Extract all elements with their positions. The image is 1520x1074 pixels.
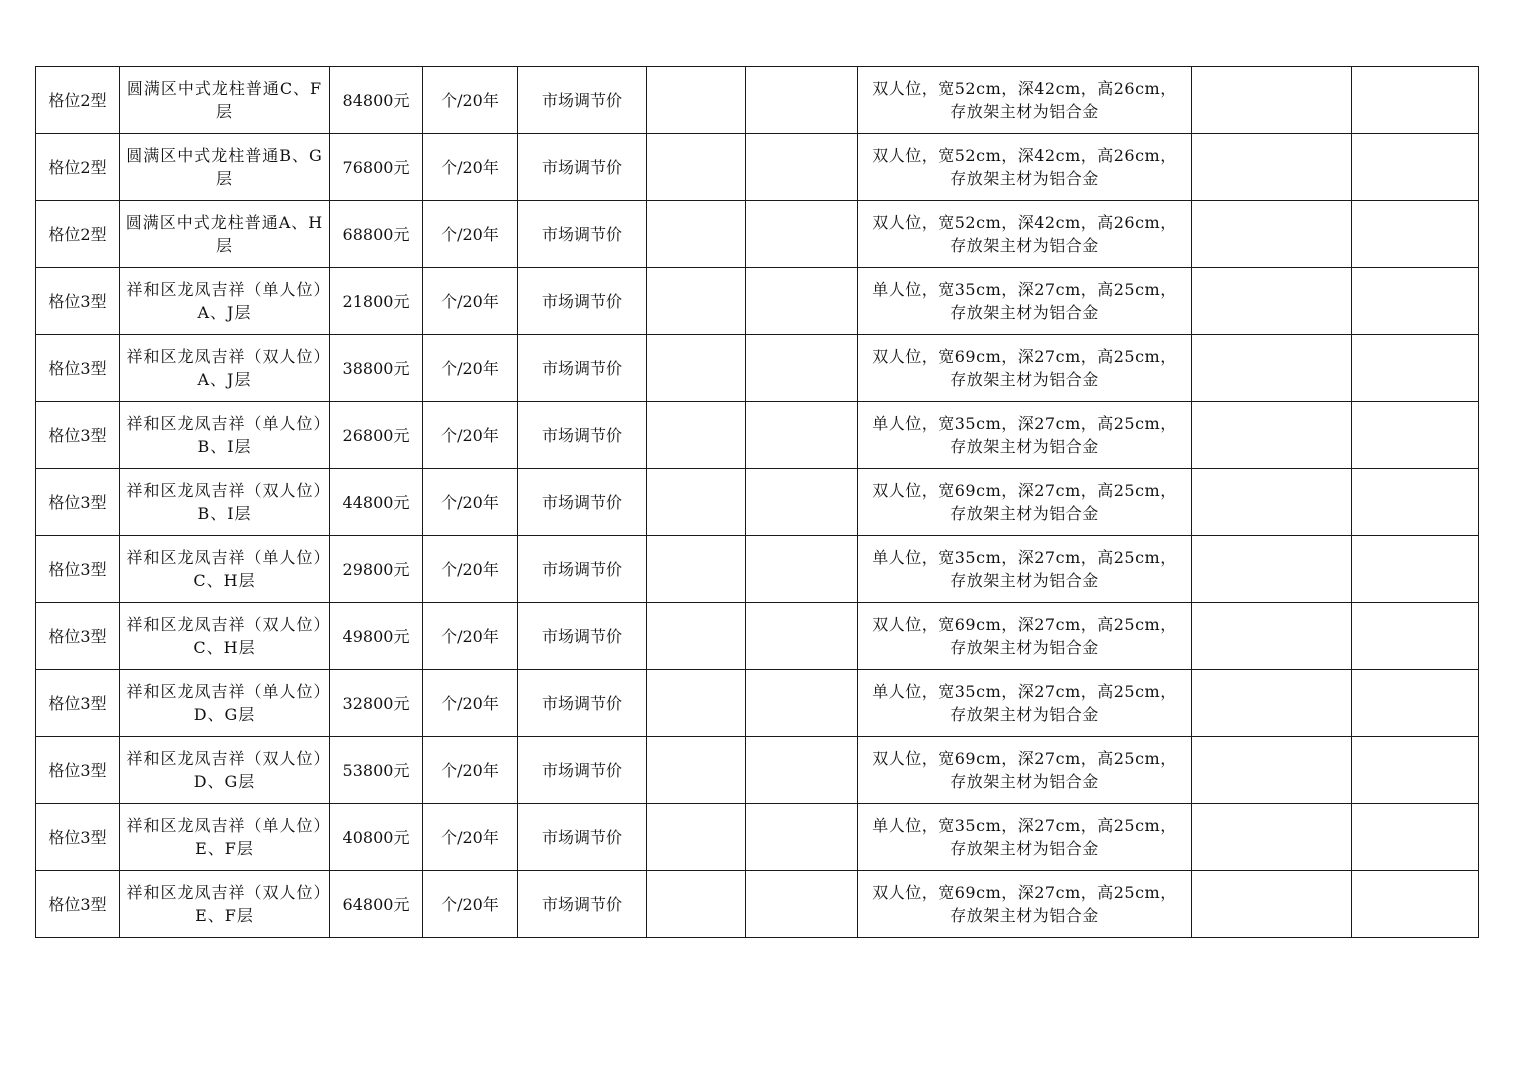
cell-empty <box>1352 67 1479 134</box>
cell-empty <box>1352 201 1479 268</box>
cell-price: 21800元 <box>330 268 423 335</box>
cell-spec <box>858 201 1192 268</box>
cell-empty <box>1192 536 1352 603</box>
cell-spec <box>858 871 1192 938</box>
cell-price: 53800元 <box>330 737 423 804</box>
cell-empty <box>647 871 746 938</box>
table-row <box>36 871 1479 938</box>
cell-unit: 个/20年 <box>423 134 518 201</box>
cell-unit: 个/20年 <box>423 201 518 268</box>
cell-empty <box>647 469 746 536</box>
cell-spec <box>858 469 1192 536</box>
cell-pricing: 市场调节价 <box>518 603 647 670</box>
spec-line-2: 存放架主材为铝合金 <box>950 772 1099 791</box>
cell-empty <box>746 335 858 402</box>
cell-empty <box>1192 402 1352 469</box>
spec-line-1: 双人位，宽69cm，深27cm，高25cm， <box>872 481 1177 500</box>
cell-pricing: 市场调节价 <box>518 670 647 737</box>
cell-empty <box>647 402 746 469</box>
cell-empty <box>746 402 858 469</box>
table-row <box>36 804 1479 871</box>
spec-line-2: 存放架主材为铝合金 <box>950 906 1099 925</box>
cell-empty <box>647 670 746 737</box>
table-row <box>36 268 1479 335</box>
spec-line-2: 存放架主材为铝合金 <box>950 169 1099 188</box>
cell-price: 38800元 <box>330 335 423 402</box>
cell-empty <box>1192 469 1352 536</box>
table-row <box>36 469 1479 536</box>
cell-empty <box>1192 737 1352 804</box>
table-row <box>36 603 1479 670</box>
cell-pricing: 市场调节价 <box>518 67 647 134</box>
cell-empty <box>1352 670 1479 737</box>
cell-empty <box>746 804 858 871</box>
spec-line-2: 存放架主材为铝合金 <box>950 102 1099 121</box>
cell-unit: 个/20年 <box>423 402 518 469</box>
cell-unit: 个/20年 <box>423 603 518 670</box>
cell-empty <box>1352 335 1479 402</box>
cell-empty <box>1352 871 1479 938</box>
cell-name: 圆满区中式龙柱普通C、F层 <box>120 67 330 134</box>
cell-type: 格位3型 <box>36 737 120 804</box>
spec-line-2: 存放架主材为铝合金 <box>950 236 1099 255</box>
cell-empty <box>1192 670 1352 737</box>
cell-name: 圆满区中式龙柱普通B、G层 <box>120 134 330 201</box>
spec-line-1: 单人位，宽35cm，深27cm，高25cm， <box>872 682 1177 701</box>
cell-pricing: 市场调节价 <box>518 536 647 603</box>
spec-line-2: 存放架主材为铝合金 <box>950 638 1099 657</box>
cell-type: 格位3型 <box>36 804 120 871</box>
cell-price: 32800元 <box>330 670 423 737</box>
cell-name: 祥和区龙凤吉祥（双人位）A、J层 <box>120 335 330 402</box>
cell-price: 76800元 <box>330 134 423 201</box>
cell-empty <box>647 335 746 402</box>
cell-name: 圆满区中式龙柱普通A、H层 <box>120 201 330 268</box>
cell-empty <box>647 67 746 134</box>
spec-line-1: 双人位，宽69cm，深27cm，高25cm， <box>872 615 1177 634</box>
spec-line-1: 双人位，宽69cm，深27cm，高25cm， <box>872 883 1177 902</box>
cell-unit: 个/20年 <box>423 670 518 737</box>
cell-type: 格位2型 <box>36 67 120 134</box>
cell-empty <box>1192 871 1352 938</box>
cell-spec <box>858 134 1192 201</box>
price-table <box>35 66 1479 938</box>
cell-name: 祥和区龙凤吉祥（单人位）D、G层 <box>120 670 330 737</box>
cell-name: 祥和区龙凤吉祥（单人位）A、J层 <box>120 268 330 335</box>
cell-empty <box>647 737 746 804</box>
table-row <box>36 335 1479 402</box>
table-row <box>36 536 1479 603</box>
spec-line-1: 双人位，宽52cm，深42cm，高26cm， <box>872 79 1177 98</box>
spec-line-1: 单人位，宽35cm，深27cm，高25cm， <box>872 548 1177 567</box>
cell-unit: 个/20年 <box>423 469 518 536</box>
cell-empty <box>746 670 858 737</box>
cell-type: 格位3型 <box>36 871 120 938</box>
cell-empty <box>1352 469 1479 536</box>
spec-line-1: 双人位，宽52cm，深42cm，高26cm， <box>872 146 1177 165</box>
cell-spec <box>858 268 1192 335</box>
cell-name: 祥和区龙凤吉祥（双人位）C、H层 <box>120 603 330 670</box>
cell-type: 格位3型 <box>36 402 120 469</box>
cell-price: 26800元 <box>330 402 423 469</box>
cell-empty <box>1352 737 1479 804</box>
cell-empty <box>647 603 746 670</box>
cell-pricing: 市场调节价 <box>518 335 647 402</box>
cell-empty <box>647 804 746 871</box>
cell-pricing: 市场调节价 <box>518 804 647 871</box>
spec-line-2: 存放架主材为铝合金 <box>950 437 1099 456</box>
cell-pricing: 市场调节价 <box>518 469 647 536</box>
cell-spec <box>858 603 1192 670</box>
cell-empty <box>746 469 858 536</box>
cell-empty <box>746 536 858 603</box>
cell-pricing: 市场调节价 <box>518 871 647 938</box>
cell-type: 格位3型 <box>36 268 120 335</box>
cell-type: 格位3型 <box>36 469 120 536</box>
spec-line-2: 存放架主材为铝合金 <box>950 370 1099 389</box>
spec-line-1: 双人位，宽52cm，深42cm，高26cm， <box>872 213 1177 232</box>
cell-empty <box>746 67 858 134</box>
spec-line-2: 存放架主材为铝合金 <box>950 504 1099 523</box>
cell-empty <box>1192 201 1352 268</box>
cell-empty <box>1352 268 1479 335</box>
cell-price: 68800元 <box>330 201 423 268</box>
spec-line-1: 双人位，宽69cm，深27cm，高25cm， <box>872 749 1177 768</box>
spec-line-1: 双人位，宽69cm，深27cm，高25cm， <box>872 347 1177 366</box>
cell-empty <box>1352 402 1479 469</box>
cell-name: 祥和区龙凤吉祥（双人位）E、F层 <box>120 871 330 938</box>
cell-type: 格位3型 <box>36 335 120 402</box>
cell-name: 祥和区龙凤吉祥（单人位）E、F层 <box>120 804 330 871</box>
table-row <box>36 737 1479 804</box>
cell-empty <box>746 603 858 670</box>
cell-type: 格位3型 <box>36 603 120 670</box>
cell-empty <box>1192 603 1352 670</box>
cell-pricing: 市场调节价 <box>518 201 647 268</box>
cell-type: 格位3型 <box>36 536 120 603</box>
cell-unit: 个/20年 <box>423 268 518 335</box>
cell-empty <box>1192 804 1352 871</box>
cell-price: 44800元 <box>330 469 423 536</box>
cell-unit: 个/20年 <box>423 335 518 402</box>
cell-type: 格位2型 <box>36 201 120 268</box>
cell-unit: 个/20年 <box>423 737 518 804</box>
cell-price: 29800元 <box>330 536 423 603</box>
cell-pricing: 市场调节价 <box>518 268 647 335</box>
spec-line-1: 单人位，宽35cm，深27cm，高25cm， <box>872 280 1177 299</box>
cell-empty <box>746 268 858 335</box>
cell-spec <box>858 670 1192 737</box>
cell-pricing: 市场调节价 <box>518 737 647 804</box>
cell-empty <box>1352 134 1479 201</box>
spec-line-1: 单人位，宽35cm，深27cm，高25cm， <box>872 414 1177 433</box>
table-row <box>36 670 1479 737</box>
spec-line-2: 存放架主材为铝合金 <box>950 839 1099 858</box>
cell-unit: 个/20年 <box>423 536 518 603</box>
cell-spec <box>858 536 1192 603</box>
cell-empty <box>1192 335 1352 402</box>
cell-type: 格位3型 <box>36 670 120 737</box>
table-body <box>36 67 1479 938</box>
cell-price: 64800元 <box>330 871 423 938</box>
cell-empty <box>647 268 746 335</box>
cell-empty <box>1192 134 1352 201</box>
cell-price: 40800元 <box>330 804 423 871</box>
cell-name: 祥和区龙凤吉祥（单人位）C、H层 <box>120 536 330 603</box>
cell-spec <box>858 402 1192 469</box>
cell-empty <box>746 737 858 804</box>
cell-pricing: 市场调节价 <box>518 402 647 469</box>
cell-empty <box>1192 67 1352 134</box>
cell-price: 84800元 <box>330 67 423 134</box>
cell-empty <box>746 871 858 938</box>
cell-empty <box>647 134 746 201</box>
table-row <box>36 402 1479 469</box>
cell-unit: 个/20年 <box>423 804 518 871</box>
cell-name: 祥和区龙凤吉祥（单人位）B、I层 <box>120 402 330 469</box>
spec-line-1: 单人位，宽35cm，深27cm，高25cm， <box>872 816 1177 835</box>
cell-empty <box>1352 804 1479 871</box>
cell-type: 格位2型 <box>36 134 120 201</box>
cell-name: 祥和区龙凤吉祥（双人位）D、G层 <box>120 737 330 804</box>
cell-empty <box>1352 603 1479 670</box>
spec-line-2: 存放架主材为铝合金 <box>950 705 1099 724</box>
cell-empty <box>1352 536 1479 603</box>
table-row <box>36 134 1479 201</box>
spec-line-2: 存放架主材为铝合金 <box>950 571 1099 590</box>
cell-unit: 个/20年 <box>423 871 518 938</box>
cell-empty <box>1192 268 1352 335</box>
table-row <box>36 201 1479 268</box>
cell-name: 祥和区龙凤吉祥（双人位）B、I层 <box>120 469 330 536</box>
cell-pricing: 市场调节价 <box>518 134 647 201</box>
cell-empty <box>647 536 746 603</box>
table-row <box>36 67 1479 134</box>
cell-price: 49800元 <box>330 603 423 670</box>
cell-spec <box>858 737 1192 804</box>
cell-unit: 个/20年 <box>423 67 518 134</box>
cell-empty <box>746 134 858 201</box>
cell-spec <box>858 804 1192 871</box>
cell-empty <box>647 201 746 268</box>
cell-spec <box>858 67 1192 134</box>
spec-line-2: 存放架主材为铝合金 <box>950 303 1099 322</box>
cell-empty <box>746 201 858 268</box>
cell-spec <box>858 335 1192 402</box>
